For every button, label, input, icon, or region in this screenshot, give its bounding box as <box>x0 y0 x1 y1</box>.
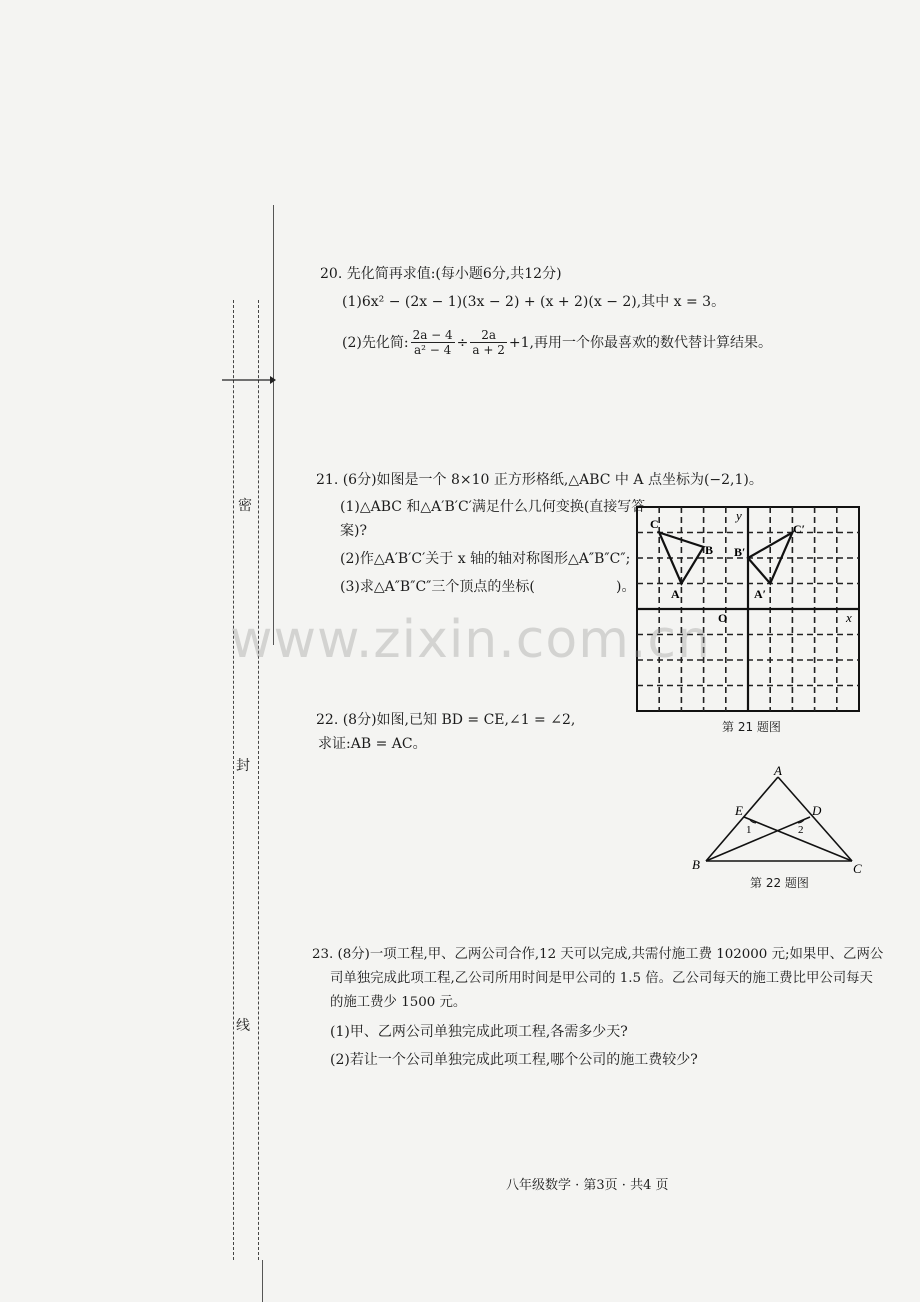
q23-line2: 司单独完成此项工程,乙公司所用时间是甲公司的 1.5 倍。乙公司每天的施工费比甲公司每天 <box>330 971 873 986</box>
seal-char-mi: 密 <box>238 498 252 514</box>
q20-part2 <box>342 328 772 357</box>
q22-triangle-figure <box>690 765 870 877</box>
label-c: C <box>853 861 862 876</box>
q21-grid-figure <box>636 506 862 712</box>
page-footer: 八年级数学 · 第3页 · 共4 页 <box>506 1178 669 1193</box>
q20-fraction-1 <box>411 328 455 357</box>
binding-dashed-line-right <box>258 300 259 1260</box>
q21-line3: (2)作△A′B′C′关于 x 轴的轴对称图形△A″B″C″; <box>340 551 631 567</box>
label-angle-1: 1 <box>746 824 752 836</box>
q21-line4-end: )。 <box>616 579 636 595</box>
q20-part1: (1)6x² − (2x − 1)(3x − 2) + (x + 2)(x − 2),其中 x = 3。 <box>342 294 726 310</box>
q20-fraction-2-denominator: a + 2 <box>472 343 505 357</box>
seal-char-feng: 封 <box>236 758 250 774</box>
q20-division-sign: ÷ <box>456 334 469 351</box>
margin-arrow <box>220 374 276 386</box>
label-b: B <box>705 543 714 557</box>
label-a-prime: A′ <box>754 587 767 601</box>
q21-line1: (1)△ABC 和△A′B′C′满足什么几何变换(直接写答 <box>340 499 646 515</box>
binding-solid-line-top <box>273 205 274 645</box>
label-c-prime: C′ <box>793 522 806 536</box>
q23-part1: (1)甲、乙两公司单独完成此项工程,各需多少天? <box>330 1024 628 1040</box>
binding-solid-line-bottom <box>262 1260 263 1302</box>
q20-fraction-1-denominator: a² − 4 <box>413 343 452 357</box>
label-x-axis: x <box>846 610 852 625</box>
q20-part2-prefix: (2)先化简: <box>342 334 409 351</box>
label-y-axis: y <box>736 508 742 523</box>
label-origin: O <box>718 611 728 625</box>
q20-part2-suffix: +1,再用一个你最喜欢的数代替计算结果。 <box>508 334 772 351</box>
watermark: www.zixin.com.cn <box>230 610 711 670</box>
q23-part2: (2)若让一个公司单独完成此项工程,哪个公司的施工费较少? <box>330 1052 698 1068</box>
q21-caption: 第 21 题图 <box>722 720 781 734</box>
label-b-prime: B′ <box>734 545 746 559</box>
q20-fraction-1-numerator: 2a − 4 <box>412 328 453 342</box>
label-a: A <box>774 765 782 778</box>
q22-header: 22. (8分)如图,已知 BD = CE,∠1 = ∠2, <box>316 712 576 728</box>
q21-line4: (3)求△A″B″C″三个顶点的坐标( <box>340 579 535 595</box>
label-d: D <box>812 803 822 818</box>
q21-header: 21. (6分)如图是一个 8×10 正方形格纸,△ABC 中 A 点坐标为(−2,1)。 <box>316 472 763 488</box>
label-a: A <box>671 587 680 601</box>
seal-char-xian: 线 <box>236 1018 250 1034</box>
label-b: B <box>692 857 700 872</box>
label-c: C <box>650 517 659 531</box>
q20-fraction-2 <box>470 328 506 357</box>
q23-line1: 23. (8分)一项工程,甲、乙两公司合作,12 天可以完成,共需付施工费 102000 元;如果甲、乙两公 <box>312 947 884 962</box>
label-e: E <box>735 803 743 818</box>
q22-line1: 求证:AB = AC。 <box>318 736 427 752</box>
q20-header: 20. 先化简再求值:(每小题6分,共12分) <box>320 266 562 282</box>
q20-fraction-2-numerator: 2a <box>470 328 506 343</box>
q22-caption: 第 22 题图 <box>750 876 809 890</box>
q21-line2: 案)? <box>340 523 367 539</box>
q23-line3: 的施工费少 1500 元。 <box>330 995 467 1010</box>
label-angle-2: 2 <box>798 824 804 836</box>
binding-dashed-line-left <box>233 300 234 1260</box>
